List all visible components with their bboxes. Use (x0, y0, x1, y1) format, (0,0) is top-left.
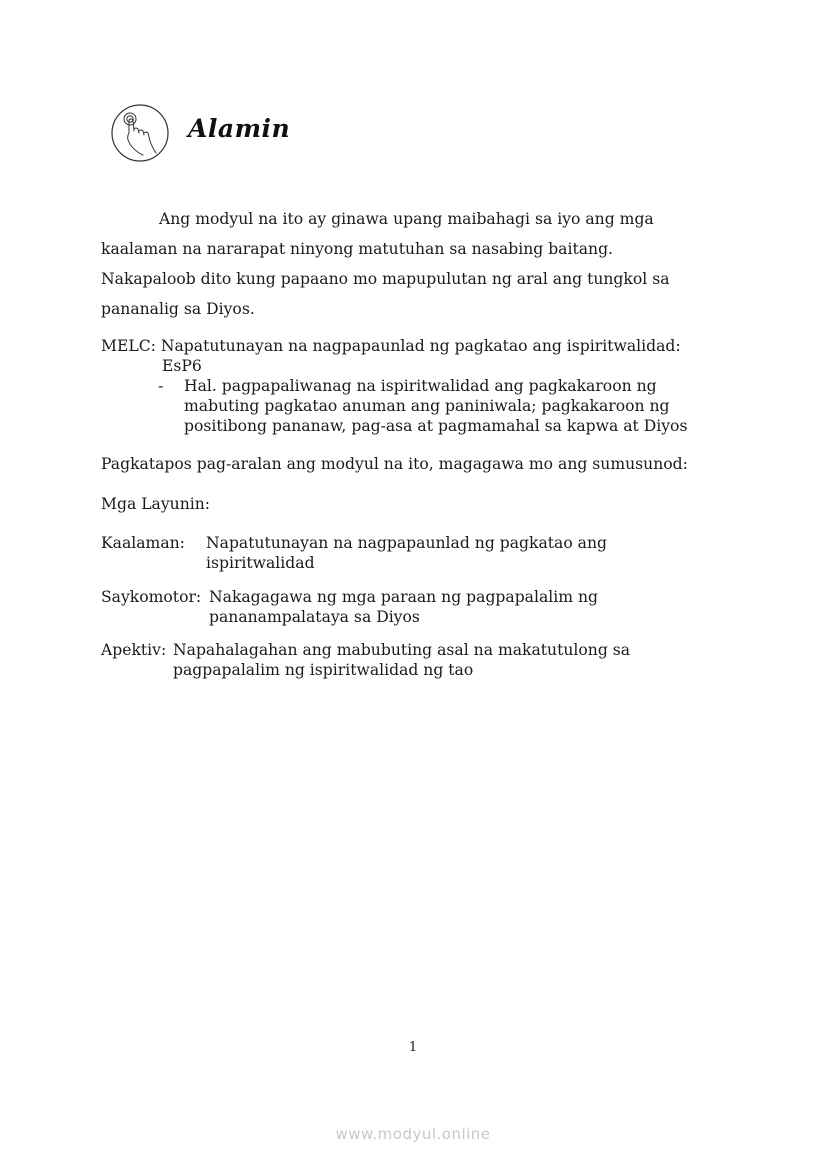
melc-detail: Hal. pagpapaliwanag na ispiritwalidad ang pagkakaroon ng mabuting pagkatao anuman ang paniniwala; pagkakaroon ng positibong pananaw, pag-asa at pagmamahal sa kapwa at Diyos (184, 377, 688, 435)
section-title: Alamin (188, 114, 291, 143)
melc-block (101, 336, 741, 436)
touch-hand-icon (110, 103, 170, 163)
intro-line-2: kaalaman na nararapat ninyong matutuhan sa nasabing baitang. (101, 240, 614, 258)
objectives-heading: Mga Layunin: (101, 495, 211, 513)
page-number: 1 (408, 1040, 418, 1055)
intro-line-1: Ang modyul na ito ay ginawa upang maibahagi sa iyo ang mga (159, 210, 654, 228)
intro-line-4: pananalig sa Diyos. (101, 300, 255, 318)
objective-apektiv (101, 640, 673, 680)
objective-kaalaman (101, 533, 626, 573)
watermark: www.modyul.online (335, 1125, 491, 1143)
objective-label: Saykomotor: (101, 588, 202, 606)
intro-paragraph (101, 204, 741, 324)
melc-bullet: - (158, 377, 164, 395)
melc-statement: Napatutunayan na nagpapaunlad ng pagkatao ang ispiritwalidad: (160, 337, 681, 355)
objective-label: Apektiv: (101, 641, 167, 659)
objective-label: Kaalaman: (101, 534, 185, 552)
objective-text: Napatutunayan na nagpapaunlad ng pagkatao ang ispiritwalidad (206, 534, 607, 572)
objective-saykomotor (101, 587, 629, 627)
objective-text: Nakagagawa ng mga paraan ng pagpapalalim ng pananampalataya sa Diyos (209, 588, 599, 626)
objective-text: Napahalagahan ang mabubuting asal na makatutulong sa pagpapalalim ng ispiritwalidad ng tao (173, 641, 631, 679)
intro-line-3: Nakapaloob dito kung papaano mo mapupulutan ng aral ang tungkol sa (101, 270, 670, 288)
after-text: Pagkatapos pag-aralan ang modyul na ito, magagawa mo ang sumusunod: (101, 455, 688, 473)
melc-code: EsP6 (162, 357, 202, 375)
melc-label: MELC: (101, 337, 156, 355)
